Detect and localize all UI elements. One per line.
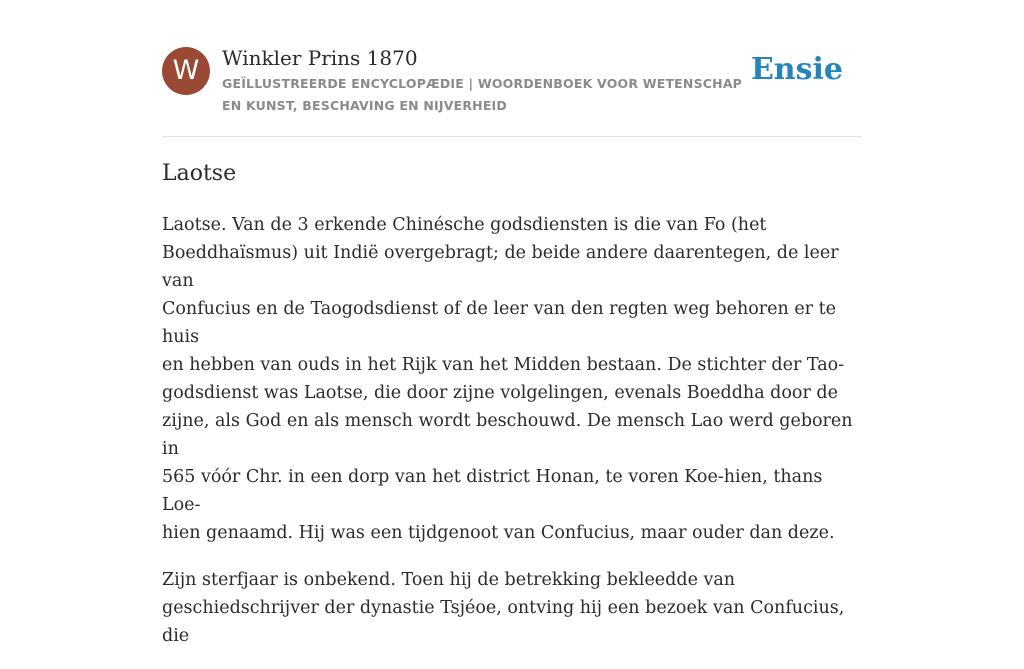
article-paragraph: Laotse. Van de 3 erkende Chinésche godsdiensten is die van Fo (het Boeddhaïsmus) uit Indië overgebragt; de beide andere daarentegen, de leer van Confucius en de Taogodsdienst of de leer van den regten weg behoren er te huis en hebben van ouds in het Rijk van het Midden bestaan. De stichter der Tao- godsdienst was Laotse, die door zijne volgelingen, evenals Boeddha door de zijne, als God en als mensch wordt beschouwd. De mensch Lao werd geboren in 565 vóór Chr. in een dorp van het district Honan, te voren Koe-hien, thans Loe- hien genaamd. Hij was een tijdgenoot van Confucius, maar ouder dan deze. (162, 215, 853, 543)
article-paragraph: Zijn sterfjaar is onbekend. Toen hij de betrekking bekleedde van geschiedschrijver der dynastie Tsjéoe, ontving hij een bezoek van Confucius, die (162, 570, 845, 646)
article-body (162, 211, 862, 669)
avatar[interactable]: W (162, 47, 210, 95)
ensie-logo[interactable]: Ensie (750, 52, 843, 87)
source-header (162, 46, 862, 137)
source-title[interactable]: Winkler Prins 1870 (222, 46, 418, 70)
source-subtitle: GEÏLLUSTREERDE ENCYCLOPÆDIE | WOORDENBOEK VOOR WETENSCHAP EN KUNST, BESCHAVING EN NIJVERHEID (222, 76, 743, 113)
article-title: Laotse (162, 161, 237, 186)
